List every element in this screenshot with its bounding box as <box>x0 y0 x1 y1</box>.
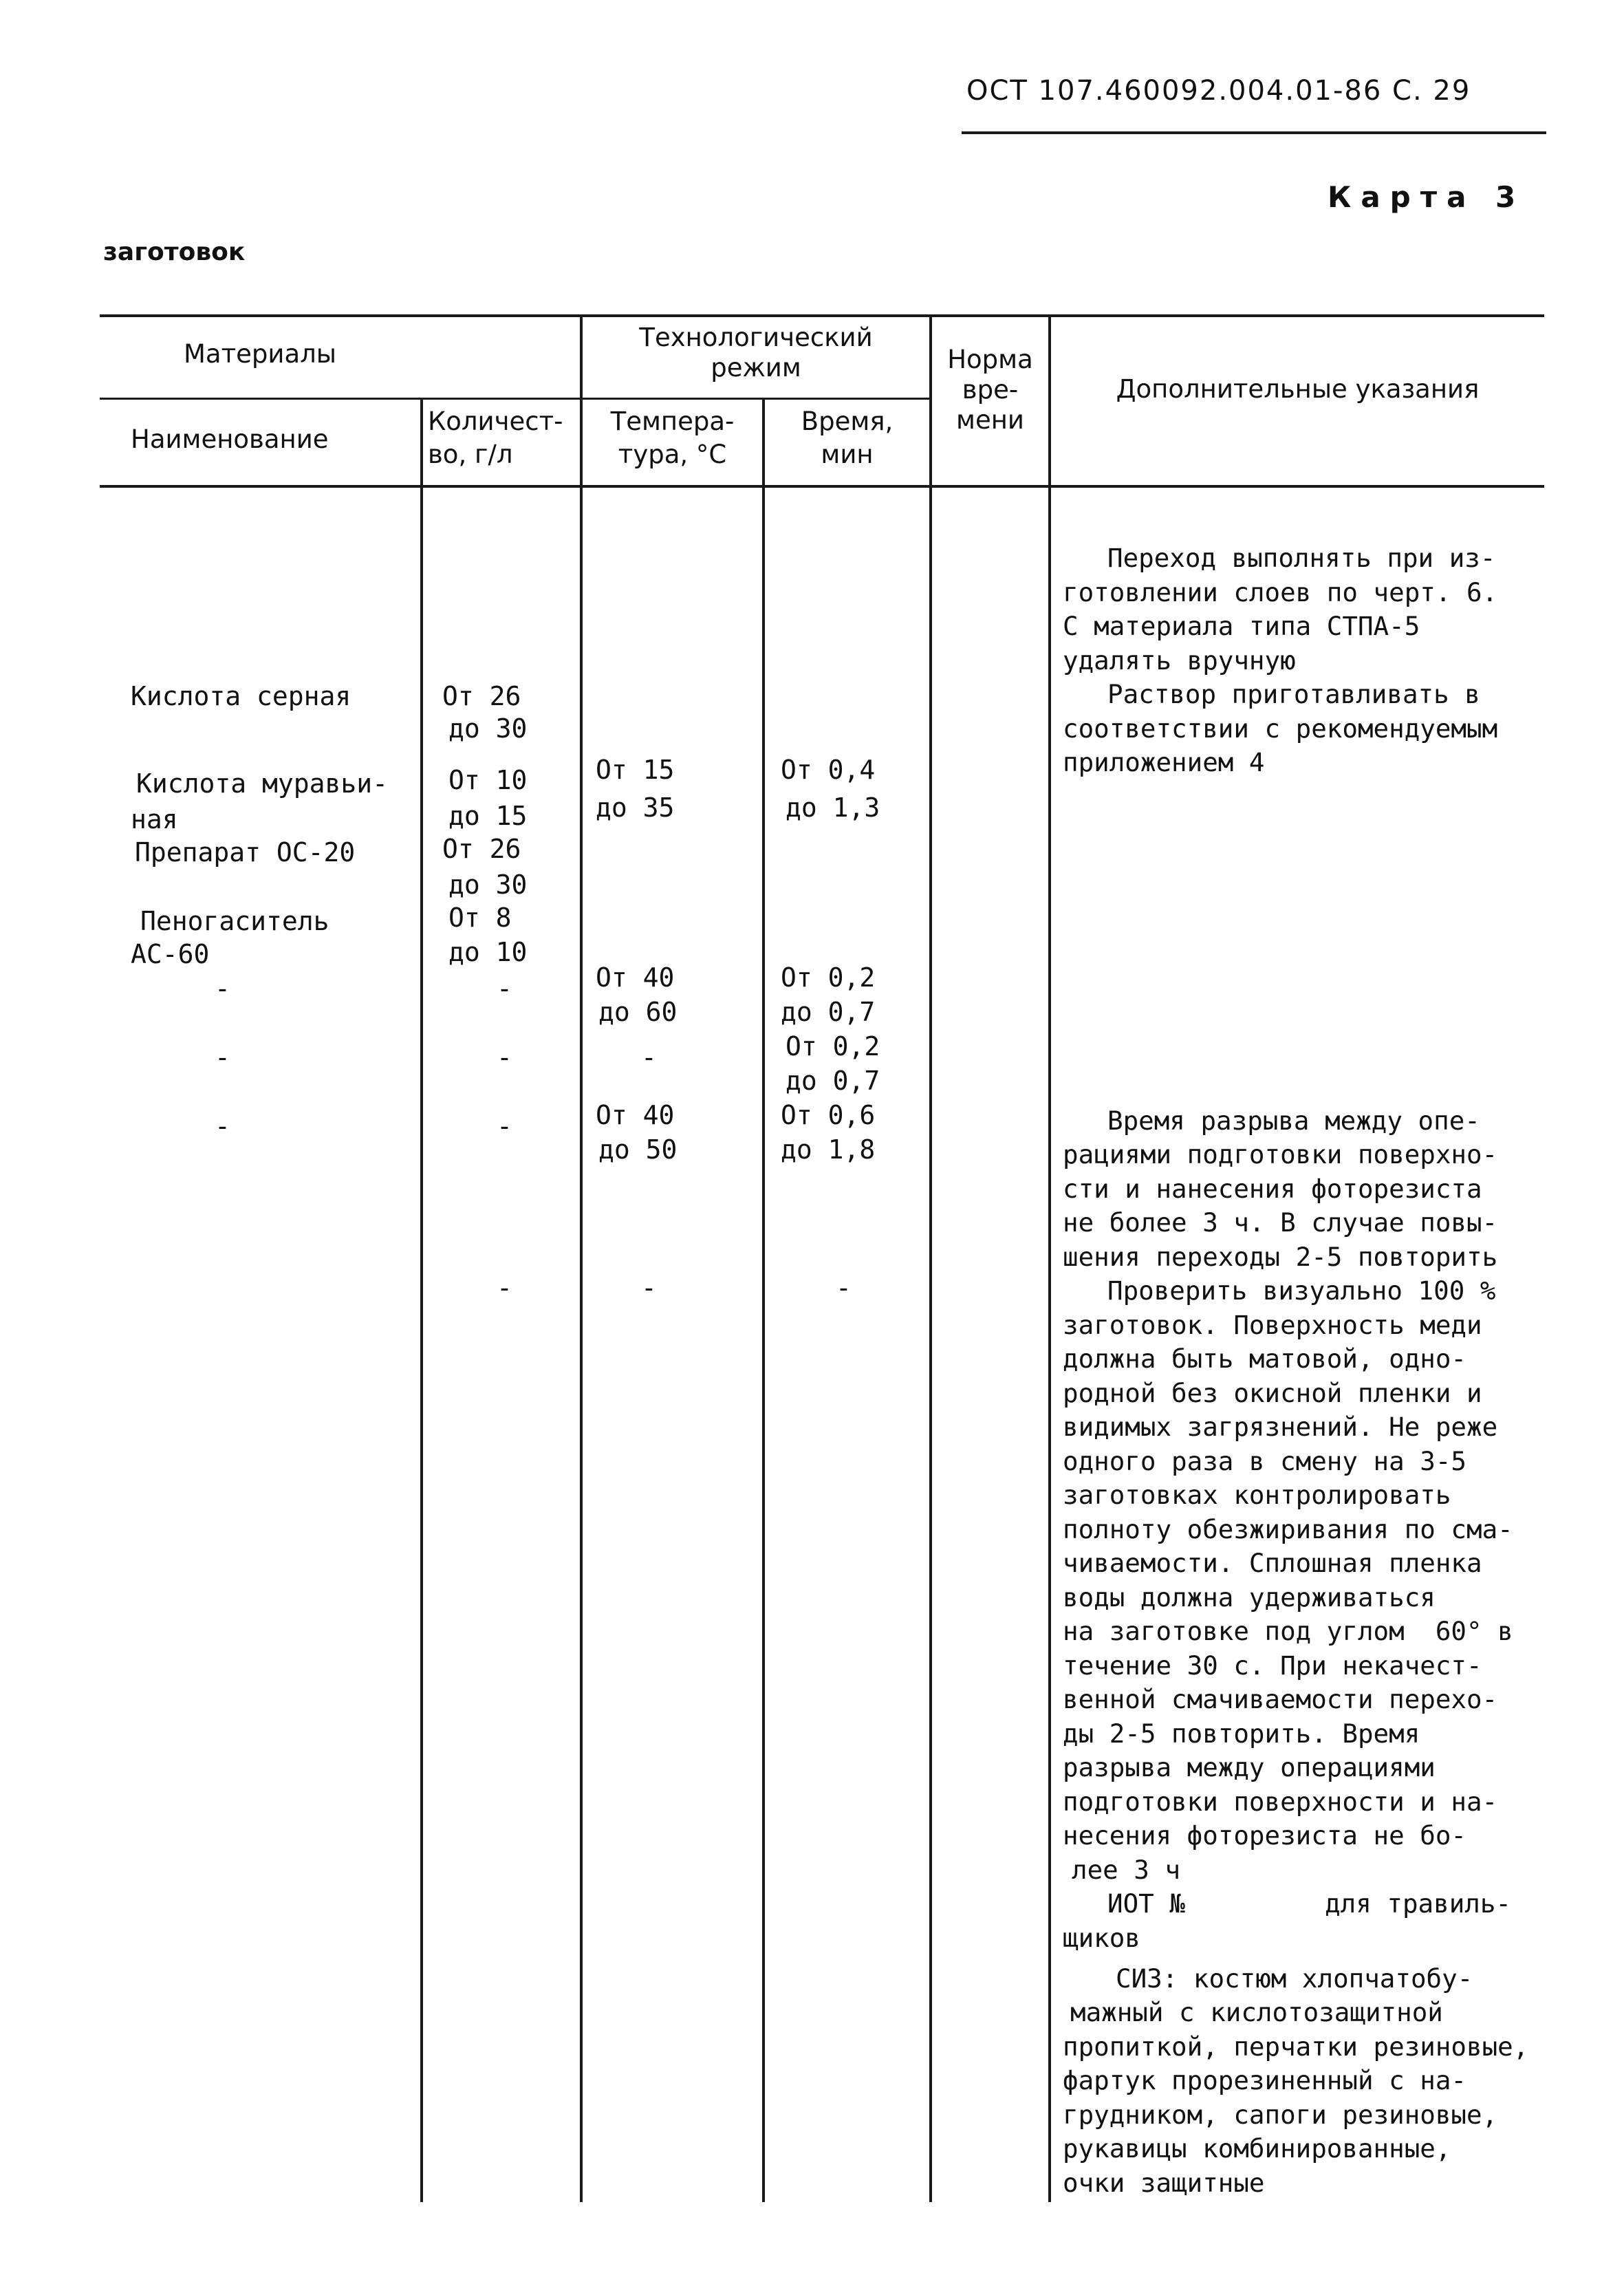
material-name: Препарат ОС-20 <box>135 837 356 867</box>
time-value: до 0,7 <box>786 1066 880 1096</box>
qty-value: От 26 <box>442 834 521 864</box>
note-line: не более 3 ч. В случае повы- <box>1063 1207 1498 1238</box>
note-line: шения переходы 2-5 повторить <box>1063 1242 1498 1272</box>
header-mode-line1: Технологический <box>639 323 873 352</box>
note-line: на заготовке под углом 60° в <box>1063 1616 1513 1646</box>
col-divider-5 <box>1048 316 1051 2202</box>
document-number: ОСТ 107.460092.004.01-86 С. 29 <box>966 75 1471 107</box>
note-line: щиков <box>1063 1923 1140 1953</box>
temp-value: - <box>641 1042 657 1072</box>
note-line: готовлении слоев по черт. 6. <box>1063 577 1498 607</box>
temp-value: до 35 <box>596 793 675 823</box>
header-materials: Материалы <box>184 339 336 369</box>
time-value: до 0,7 <box>781 997 876 1027</box>
temp-value: От 40 <box>596 1100 675 1130</box>
note-line: СИЗ: костюм хлопчатобу- <box>1116 1963 1473 1994</box>
material-name: - <box>215 1111 230 1141</box>
note-line: рациями подготовки поверхно- <box>1063 1139 1498 1169</box>
time-value: От 0,2 <box>786 1031 880 1061</box>
note-line: течение 30 с. При некачест- <box>1063 1650 1482 1681</box>
note-line: сти и нанесения фоторезиста <box>1063 1174 1482 1204</box>
note-line: подготовки поверхности и на- <box>1063 1787 1498 1817</box>
header-bottom-rule <box>100 485 1544 488</box>
qty-value: От 8 <box>448 903 512 933</box>
note-line: мажный с кислотозащитной <box>1070 1997 1443 2027</box>
material-name: ная <box>131 804 178 834</box>
note-line: грудником, сапоги резиновые, <box>1063 2100 1498 2130</box>
note-line: рукавицы комбинированные, <box>1063 2133 1451 2164</box>
note-line: лее 3 ч <box>1072 1855 1181 1885</box>
qty-value: От 10 <box>448 765 528 795</box>
material-name: Кислота серная <box>131 681 351 711</box>
note-line: очки защитные <box>1063 2168 1265 2198</box>
header-temp-line2: тура, °C <box>618 440 727 469</box>
note-line: заготовок. Поверхность меди <box>1063 1310 1482 1340</box>
note-line: соответствии с рекомендуемым <box>1063 713 1498 744</box>
qty-value: - <box>497 1042 512 1072</box>
map-label: Карта 3 <box>1328 180 1526 214</box>
header-time-line1: Время, <box>801 407 894 436</box>
note-line: родной без окисной пленки и <box>1063 1378 1482 1408</box>
note-line: ды 2-5 повторить. Время <box>1063 1718 1420 1749</box>
header-qty-line2: во, г/л <box>428 440 513 469</box>
header-temp-line1: Темпера- <box>610 407 735 436</box>
note-line: пропиткой, перчатки резиновые, <box>1063 2031 1529 2062</box>
qty-value: до 15 <box>448 801 528 831</box>
time-value: От 0,2 <box>781 962 876 993</box>
note-line: ИОТ № для травиль- <box>1107 1888 1511 1919</box>
material-name: - <box>215 973 230 1004</box>
note-line: Раствор приготавливать в <box>1107 679 1480 709</box>
caption: заготовок <box>103 238 246 266</box>
mode-sub-rule <box>581 398 931 400</box>
header-rule <box>962 131 1546 134</box>
note-line: С материала типа СТПА-5 <box>1063 611 1420 641</box>
materials-sub-rule <box>100 398 581 400</box>
header-qty-line1: Количест- <box>428 407 563 436</box>
col-divider-3 <box>762 400 765 2202</box>
note-line: фартук прорезиненный с на- <box>1063 2065 1466 2095</box>
note-line: разрыва между операциями <box>1063 1752 1436 1782</box>
temp-value: до 50 <box>598 1134 678 1165</box>
note-line: приложением 4 <box>1063 747 1265 777</box>
note-line: Проверить визуально 100 % <box>1107 1275 1496 1306</box>
temp-value: От 15 <box>596 755 675 785</box>
note-line: Переход выполнять при из- <box>1107 543 1496 573</box>
qty-value: до 30 <box>448 713 528 744</box>
note-line: должна быть матовой, одно- <box>1063 1344 1466 1374</box>
note-line: одного раза в смену на 3-5 <box>1063 1446 1466 1476</box>
temp-value: От 40 <box>596 962 675 993</box>
note-line: полноту обезжиривания по сма- <box>1063 1514 1513 1544</box>
header-norm-line3: мени <box>956 405 1024 435</box>
note-line: заготовках контролировать <box>1063 1480 1451 1510</box>
qty-value: От 26 <box>442 681 521 711</box>
time-value: - <box>836 1273 852 1303</box>
time-value: От 0,4 <box>781 755 876 785</box>
col-divider-2 <box>580 316 583 2202</box>
note-line: венной смачиваемости перехо- <box>1063 1684 1498 1714</box>
header-norm-line1: Норма <box>947 345 1033 374</box>
header-time-line2: мин <box>821 440 874 469</box>
qty-value: - <box>497 1111 512 1141</box>
note-line: Время разрыва между опе- <box>1107 1106 1480 1136</box>
time-value: до 1,8 <box>781 1134 876 1165</box>
material-name: Пеногаситель <box>140 906 329 936</box>
col-divider-4 <box>929 316 932 2202</box>
temp-value: - <box>641 1273 657 1303</box>
material-name: Кислота муравьи- <box>136 768 389 799</box>
col-divider-1 <box>420 400 423 2202</box>
qty-value: - <box>497 1273 512 1303</box>
qty-value: до 10 <box>448 937 528 967</box>
time-value: От 0,6 <box>781 1100 876 1130</box>
time-value: до 1,3 <box>786 793 880 823</box>
qty-value: до 30 <box>448 870 528 900</box>
qty-value: - <box>497 973 512 1004</box>
material-name: АС-60 <box>131 939 210 969</box>
note-line: несения фоторезиста не бо- <box>1063 1820 1466 1851</box>
material-name: - <box>215 1042 230 1072</box>
temp-value: до 60 <box>598 997 678 1027</box>
header-name: Наименование <box>131 424 329 454</box>
header-norm-line2: вре- <box>962 375 1019 405</box>
table-top-rule <box>100 314 1544 317</box>
header-notes: Дополнительные указания <box>1116 374 1480 404</box>
header-mode-line2: режим <box>711 353 801 382</box>
note-line: чиваемости. Сплошная пленка <box>1063 1548 1482 1578</box>
note-line: удалять вручную <box>1063 645 1296 676</box>
note-line: видимых загрязнений. Не реже <box>1063 1412 1498 1442</box>
note-line: воды должна удерживаться <box>1063 1582 1436 1613</box>
